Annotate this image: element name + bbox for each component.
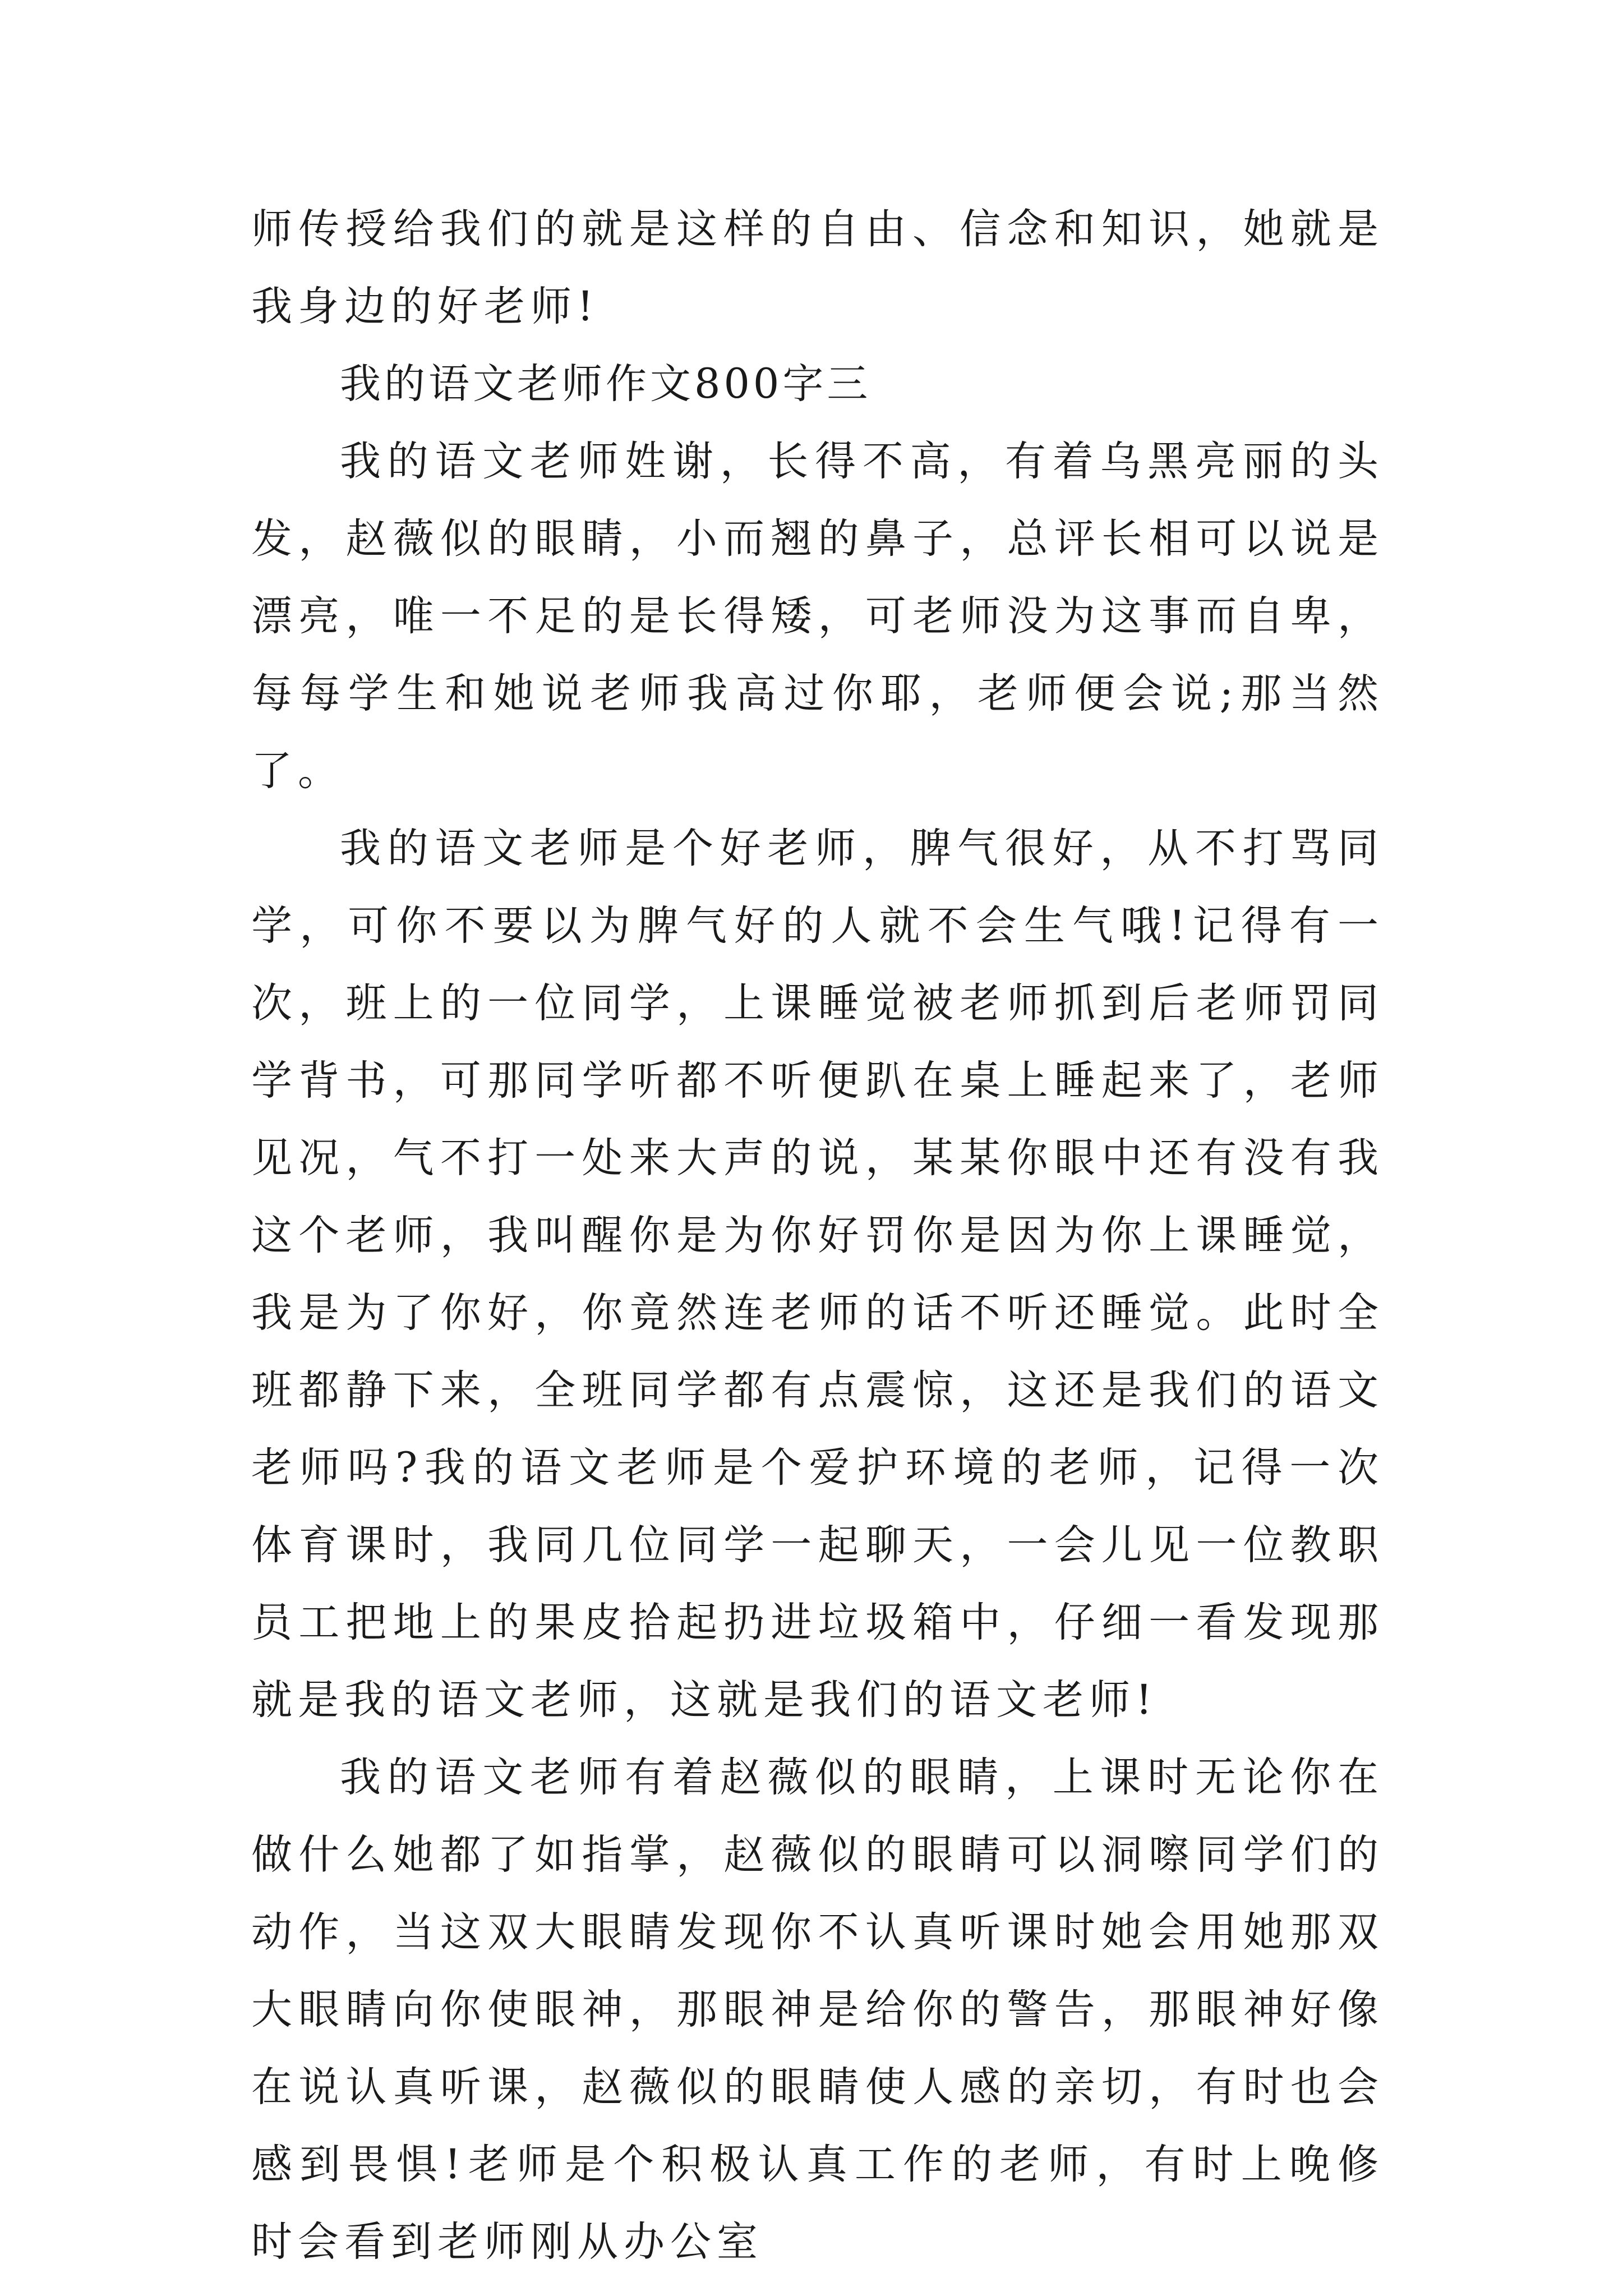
document-body [251,191,1384,2281]
paragraph-temper: 我的语文老师是个好老师，脾气很好，从不打骂同学，可你不要以为脾气好的人就不会生气哦!记得有一次，班上的一位同学，上课睡觉被老师抓到后老师罚同学背书，可那同学听都不听便趴在桌上睡起来了，老师见况，气不打一处来大声的说，某某你眼中还有没有我这个老师，我叫醒你是为你好罚你是因为你上课睡觉，我是为了你好，你竟然连老师的话不听还睡觉。此时全班都静下来，全班同学都有点震惊，这还是我们的语文老师吗?我的语文老师是个爱护环境的老师，记得一次体育课时，我同几位同学一起聊天，一会儿见一位教职员工把地上的果皮拾起扔进垃圾箱中，仔细一看发现那就是我的语文老师，这就是我们的语文老师! [251,825,1384,1724]
paragraph-appearance: 我的语文老师姓谢，长得不高，有着乌黑亮丽的头发，赵薇似的眼睛，小而翘的鼻子，总评长相可以说是漂亮，唯一不足的是长得矮，可老师没为这事而自卑，每每学生和她说老师我高过你耶，老师便会说;那当然了。 [251,438,1384,795]
paragraph-eyes: 我的语文老师有着赵薇似的眼睛，上课时无论你在做什么她都了如指掌，赵薇似的眼睛可以洞嚓同学们的动作，当这双大眼睛发现你不认真听课时她会用她那双大眼睛向你使眼神，那眼神是给你的警告，那眼神好像在说认真听课，赵薇似的眼睛使人感的亲切，有时也会感到畏惧!老师是个积极认真工作的老师，有时上晚修时会看到老师刚从办公室 [251,1754,1384,2266]
paragraph-continuation: 师传授给我们的就是这样的自由、信念和知识，她就是我身边的好老师! [251,205,1384,330]
section-heading: 我的语文老师作文800字三 [340,360,872,408]
